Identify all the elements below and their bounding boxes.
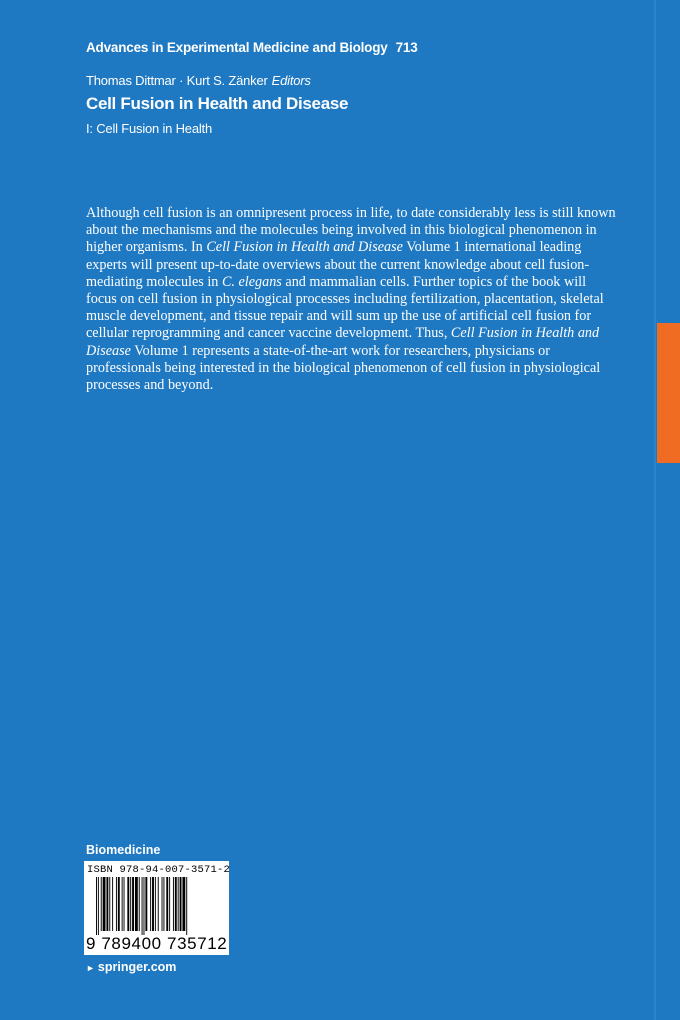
barcode-bar: [180, 877, 182, 931]
barcode-bar: [116, 877, 117, 931]
barcode-bar: [144, 877, 145, 935]
barcode-bar: [178, 877, 179, 931]
barcode-bar: [122, 877, 123, 931]
blurb-text-4: Volume 1 represents a state-of-the-art work for researchers, physicians or professionals being interested in the biological phenomenon of cell fusion in physiological processes and beyond.: [86, 342, 601, 394]
barcode-bar: [150, 877, 151, 931]
book-title: Cell Fusion in Health and Disease: [86, 94, 349, 113]
series-line: [86, 40, 418, 55]
barcode-bar: [106, 877, 108, 931]
blurb-italic-3: Cell Fusion in Health and Disease: [86, 325, 600, 359]
blurb-text-3: and mammalian cells. Further topics of the book will focus on cell fusion in physiological processes including fertilization, placentation, skeletal muscle development, and tissue repair and will sum up the use of artificial cell fusion for cellular reprogramming and cancer vaccine development. Thus,: [86, 273, 604, 342]
publisher-url-text: springer.com: [97, 960, 177, 974]
barcode-bar: [118, 877, 120, 931]
barcode-bar: [130, 877, 131, 931]
blurb-text-2: Volume 1 international leading experts will present up-to-date overviews about the current knowledge about cell fusion-mediating molecules in: [86, 239, 590, 290]
series-volume: 713: [395, 40, 418, 55]
barcode-bar: [139, 877, 140, 931]
ean-digits: 9 789400 735712: [86, 934, 228, 953]
barcode-bar: [142, 877, 143, 935]
barcode-bar: [109, 877, 110, 931]
series-name: Advances in Experimental Medicine and Biology: [86, 40, 388, 55]
barcode-bar: [166, 877, 168, 931]
back-cover-blurb: [86, 205, 616, 394]
isbn-text: ISBN 978-94-007-3571-2: [87, 864, 231, 876]
orange-edge-tab: [657, 323, 680, 463]
barcode-bars: [96, 877, 220, 935]
isbn-barcode: [84, 861, 229, 955]
barcode-bar: [169, 877, 170, 931]
editors-line: [86, 73, 311, 88]
barcode-bar: [98, 877, 99, 935]
barcode-bar: [127, 877, 129, 931]
barcode-bar: [135, 877, 138, 931]
spine-edge: [654, 0, 656, 1020]
barcode-bar: [186, 877, 187, 935]
arrow-icon: ►: [86, 963, 95, 973]
book-subtitle: I: Cell Fusion in Health: [86, 121, 212, 136]
barcode-bar: [158, 877, 159, 931]
publisher-url[interactable]: [86, 960, 176, 974]
barcode-bar: [152, 877, 154, 931]
barcode-bar: [182, 877, 185, 931]
editor-names: Thomas Dittmar · Kurt S. Zänker: [86, 73, 268, 88]
barcode-bar: [155, 877, 156, 931]
blurb-italic-2: C. elegans: [221, 273, 282, 290]
barcode-bar: [175, 877, 177, 931]
barcode-bar: [162, 877, 163, 931]
barcode-bar: [163, 877, 164, 931]
blurb-text-1: Although cell fusion is an omnipresent process in life, to date considerably less is still known about the mechanisms and the molecules being involved in this biological phenomenon in higher organisms. In: [86, 205, 616, 256]
barcode-bar: [132, 877, 134, 931]
editors-role: Editors: [271, 73, 311, 88]
subject-category: Biomedicine: [86, 843, 161, 857]
barcode-bar: [103, 877, 106, 931]
blurb-italic-1: Cell Fusion in Health and Disease: [206, 239, 403, 256]
barcode-bar: [101, 877, 102, 931]
barcode-bar: [145, 877, 147, 931]
barcode-bar: [124, 877, 125, 931]
barcode-bar: [112, 877, 113, 931]
barcode-bar: [173, 877, 174, 931]
barcode-bar: [96, 877, 97, 935]
